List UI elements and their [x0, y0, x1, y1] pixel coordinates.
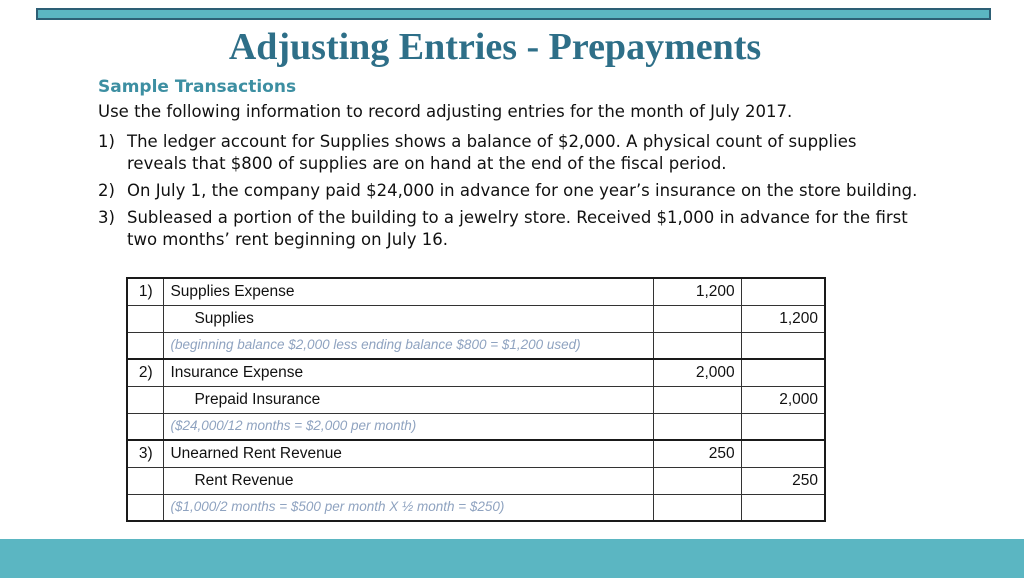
credit-amount-empty — [741, 359, 825, 386]
journal-credit-row — [127, 305, 825, 332]
debit-amount-empty — [653, 305, 741, 332]
transaction-item — [98, 131, 918, 175]
transaction-text: The ledger account for Supplies shows a balance of $2,000. A physical count of supplies reveals that $800 of supplies are on hand at the end of the fiscal period. — [127, 132, 857, 173]
transaction-number: 3) — [98, 208, 115, 227]
entry-number-empty — [127, 332, 164, 359]
note-cell — [164, 494, 653, 521]
slide-title: Adjusting Entries - Prepayments — [228, 26, 762, 68]
journal-note-row — [127, 413, 825, 440]
bottom-accent-bar — [0, 537, 1024, 578]
entry-number-empty — [127, 305, 164, 332]
slide-subtitle: Sample Transactions — [98, 77, 297, 97]
credit-account: Rent Revenue — [194, 471, 294, 489]
entry-note: ($1,000/2 months = $500 per month X ½ month = $250) — [170, 499, 505, 515]
journal-debit-row — [127, 359, 825, 386]
credit-amount-empty — [741, 440, 825, 467]
credit-account-cell — [164, 386, 653, 413]
entry-note: ($24,000/12 months = $2,000 per month) — [170, 418, 417, 434]
journal-debit-row — [127, 440, 825, 467]
debit-amount-empty — [653, 386, 741, 413]
entry-number-empty — [127, 494, 164, 521]
top-accent-bar — [36, 8, 991, 20]
credit-amount-empty — [741, 332, 825, 359]
credit-account: Supplies — [194, 309, 254, 327]
entry-number-empty — [127, 467, 164, 494]
credit-amount-empty — [741, 494, 825, 521]
entry-number-empty — [127, 413, 164, 440]
note-cell — [164, 332, 653, 359]
transaction-text: On July 1, the company paid $24,000 in advance for one year’s insurance on the store building. — [127, 181, 918, 200]
journal-credit-row — [127, 467, 825, 494]
debit-amount: 1,200 — [653, 278, 741, 305]
journal-note-row — [127, 332, 825, 359]
entry-number: 1) — [127, 278, 164, 305]
debit-amount-empty — [653, 332, 741, 359]
journal-note-row — [127, 494, 825, 521]
credit-account-cell — [164, 305, 653, 332]
transaction-number: 2) — [98, 181, 115, 200]
credit-amount-empty — [741, 278, 825, 305]
journal-table — [126, 277, 826, 522]
transaction-list — [98, 131, 918, 256]
debit-amount: 2,000 — [653, 359, 741, 386]
transaction-item — [98, 207, 918, 251]
entry-number: 2) — [127, 359, 164, 386]
credit-account-cell — [164, 467, 653, 494]
debit-amount-empty — [653, 494, 741, 521]
transaction-number: 1) — [98, 132, 115, 151]
credit-amount: 1,200 — [741, 305, 825, 332]
transaction-item — [98, 180, 918, 202]
credit-account: Prepaid Insurance — [194, 390, 321, 408]
entry-number-empty — [127, 386, 164, 413]
debit-amount-empty — [653, 467, 741, 494]
entry-note: (beginning balance $2,000 less ending balance $800 = $1,200 used) — [170, 337, 581, 353]
credit-amount: 250 — [741, 467, 825, 494]
journal-credit-row — [127, 386, 825, 413]
debit-account: Unearned Rent Revenue — [164, 440, 653, 467]
entry-number: 3) — [127, 440, 164, 467]
debit-amount: 250 — [653, 440, 741, 467]
intro-text: Use the following information to record adjusting entries for the month of July 2017. — [98, 102, 793, 121]
debit-account: Supplies Expense — [164, 278, 653, 305]
debit-amount-empty — [653, 413, 741, 440]
credit-amount: 2,000 — [741, 386, 825, 413]
journal-debit-row — [127, 278, 825, 305]
transaction-text: Subleased a portion of the building to a jewelry store. Received $1,000 in advance for the first two months’ rent beginning on July 16. — [127, 208, 908, 249]
note-cell — [164, 413, 653, 440]
debit-account: Insurance Expense — [164, 359, 653, 386]
credit-amount-empty — [741, 413, 825, 440]
